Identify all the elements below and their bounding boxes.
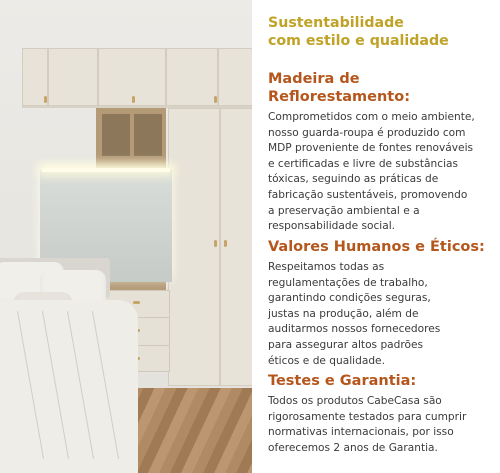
body-line: rigorosamente testados para cumprir	[268, 410, 467, 423]
body-line: Comprometidos com o meio ambiente,	[268, 111, 475, 123]
section-body	[268, 110, 496, 235]
section-body	[268, 394, 496, 456]
top-door	[48, 48, 98, 106]
body-line: tóxicas, seguindo as práticas de	[268, 173, 439, 186]
body-line: garantindo condições seguras,	[268, 292, 431, 305]
open-shelf	[102, 114, 130, 156]
door-knob	[214, 240, 217, 247]
headline-line: com estilo e qualidade	[268, 33, 449, 49]
body-line: Respeitamos todas as	[268, 261, 385, 273]
body-line: oferecemos 2 anos de Garantia.	[268, 441, 438, 454]
section-title: Testes e Garantia:	[268, 373, 417, 389]
door-knob	[214, 96, 217, 103]
door-knob	[132, 96, 135, 103]
headline-line: Sustentabilidade	[268, 15, 404, 31]
body-line: fabricação sustentáveis, promovendo	[268, 188, 468, 201]
body-line: justas na produção, além de	[268, 307, 419, 320]
body-line: normativas internacionais, por isso	[268, 426, 454, 439]
section-title: Reflorestamento:	[268, 89, 410, 105]
body-line: auditarmos nossos fornecedores	[268, 323, 441, 336]
led-light-strip	[42, 168, 170, 172]
body-line: para assegurar altos padrões	[268, 338, 424, 351]
tall-door	[220, 108, 252, 386]
section-reforestation	[268, 70, 496, 235]
top-door	[218, 48, 252, 106]
section-human-values	[268, 238, 496, 369]
top-door	[166, 48, 218, 106]
body-line: MDP proveniente de fontes renováveis	[268, 142, 474, 155]
door-knob	[44, 96, 47, 103]
headline	[268, 14, 496, 50]
door-knob	[224, 240, 227, 247]
section-title: Valores Humanos e Éticos:	[268, 239, 485, 255]
drawer-knob	[133, 301, 140, 304]
body-line: a preservação ambiental e a	[268, 204, 420, 217]
body-line: éticos e de qualidade.	[268, 354, 385, 367]
tall-door	[168, 108, 220, 386]
section-body	[268, 260, 496, 369]
section-tests-warranty	[268, 372, 496, 456]
body-line: nosso guarda-roupa é produzido com	[268, 126, 466, 139]
body-line: responsabilidade social.	[268, 220, 396, 233]
body-line: regulamentações de trabalho,	[268, 276, 428, 289]
section-title: Madeira de	[268, 71, 360, 87]
body-line: e certificadas e livre de substâncias	[268, 157, 459, 170]
body-line: Todos os produtos CabeCasa são	[268, 395, 442, 407]
open-shelf	[134, 114, 162, 156]
